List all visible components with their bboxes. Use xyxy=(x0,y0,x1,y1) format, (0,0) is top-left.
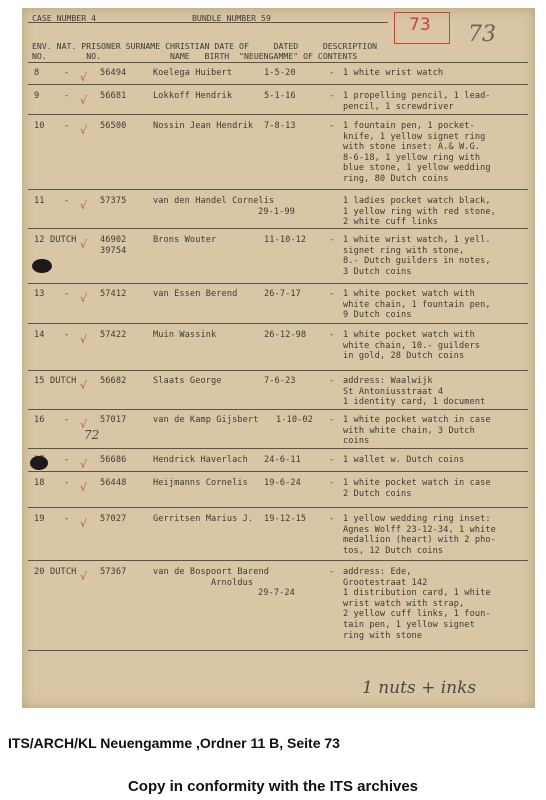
margin-pencil-note: 72 xyxy=(84,428,100,442)
check-mark-icon: √ xyxy=(80,418,88,431)
dated-neuengamme: - xyxy=(329,567,335,577)
prisoner-number: 56682 xyxy=(100,376,127,386)
row-divider xyxy=(28,114,528,115)
prisoner-name: van Essen Berend xyxy=(153,289,238,299)
env-number: 8 xyxy=(34,68,40,78)
nationality: DUTCH xyxy=(50,567,77,577)
dated-neuengamme: - xyxy=(329,514,335,524)
contents-description: 1 white wrist watch, 1 yell. signet ring with stone, 8.- Dutch guilders in notes, 3 Dutch coins xyxy=(343,235,491,277)
prisoner-name: Heijmanns Cornelis xyxy=(153,478,248,488)
birth-date: 1-10-02 xyxy=(276,415,313,425)
contents-description: 1 white pocket watch with white chain, 10.- guilders in gold, 28 Dutch coins xyxy=(343,330,481,362)
env-number: 20 xyxy=(34,567,45,577)
env-number: 9 xyxy=(34,91,40,101)
header-rule xyxy=(28,62,528,63)
prisoner-number: 57412 xyxy=(100,289,127,299)
birth-date: 11-10-12 xyxy=(264,235,307,245)
check-mark-icon: √ xyxy=(80,292,88,305)
prisoner-name: Gerritsen Marius J. xyxy=(153,514,254,524)
birth-date: 26-7-17 xyxy=(264,289,301,299)
check-mark-icon: √ xyxy=(80,481,88,494)
dated-neuengamme: - xyxy=(329,415,335,425)
bottom-pencil-note: 1 nuts + inks xyxy=(362,678,477,698)
check-mark-icon: √ xyxy=(80,94,88,107)
ink-blot xyxy=(30,456,48,470)
nationality: - xyxy=(64,121,70,131)
check-mark-icon: √ xyxy=(80,124,88,137)
env-number: 18 xyxy=(34,478,45,488)
dated-neuengamme: - xyxy=(329,478,335,488)
row-divider xyxy=(28,84,528,85)
birth-date: 19-6-24 xyxy=(264,478,301,488)
row-divider xyxy=(28,228,528,229)
row-divider xyxy=(28,560,528,561)
env-number: 12 xyxy=(34,235,45,245)
prisoner-name: Koelega Huibert xyxy=(153,68,233,78)
env-number: 15 xyxy=(34,376,45,386)
row-divider xyxy=(28,650,528,651)
contents-description: 1 wallet w. Dutch coins xyxy=(343,455,465,465)
birth-date: 7-8-13 xyxy=(264,121,296,131)
env-number: 10 xyxy=(34,121,45,131)
nationality: - xyxy=(64,415,70,425)
row-divider xyxy=(28,283,528,284)
archive-stamp xyxy=(394,12,450,44)
dated-neuengamme: - xyxy=(329,91,335,101)
prisoner-number: 57422 xyxy=(100,330,127,340)
birth-date: 1-5-20 xyxy=(264,68,296,78)
prisoner-number: 57027 xyxy=(100,514,127,524)
birth-date: 26-12-98 xyxy=(264,330,307,340)
dated-neuengamme: - xyxy=(329,235,335,245)
prisoner-name: van den Handel Cornelis xyxy=(153,196,275,206)
nationality: DUTCH xyxy=(50,235,77,245)
column-header-line-2: NO. NO. NAME BIRTH "NEUENGAMME" OF CONTENTS xyxy=(32,51,358,61)
stamp-number: 73 xyxy=(409,15,431,35)
env-number: 14 xyxy=(34,330,45,340)
prisoner-name: van de Kamp Gijsbert xyxy=(153,415,259,425)
column-header-line-1: ENV. NAT. PRISONER SURNAME CHRISTIAN DATE OF DATED DESCRIPTION xyxy=(32,41,378,51)
dated-neuengamme: - xyxy=(329,376,335,386)
nationality: - xyxy=(64,478,70,488)
check-mark-icon: √ xyxy=(80,71,88,84)
case-number-label: CASE NUMBER 4 xyxy=(32,13,97,23)
dated-neuengamme: - xyxy=(329,68,335,78)
birth-date: 7-6-23 xyxy=(264,376,296,386)
contents-description: 1 yellow wedding ring inset: Agnes Wolff 23-12-34, 1 white medallion (heart) with 2 pho- tos, 12 Dutch coins xyxy=(343,514,496,556)
row-divider xyxy=(28,471,528,472)
document-sheet xyxy=(22,8,535,708)
dated-neuengamme: - xyxy=(329,121,335,131)
birth-date: 19-12-15 xyxy=(264,514,307,524)
prisoner-name: Muin Wassink xyxy=(153,330,217,340)
prisoner-number: 56448 xyxy=(100,478,127,488)
check-mark-icon: √ xyxy=(80,458,88,471)
check-mark-icon: √ xyxy=(80,333,88,346)
env-number: 19 xyxy=(34,514,45,524)
check-mark-icon: √ xyxy=(80,517,88,530)
birth-date: 29-7-24 xyxy=(258,588,295,599)
row-divider xyxy=(28,409,528,410)
row-divider xyxy=(28,370,528,371)
check-mark-icon: √ xyxy=(80,238,88,251)
row-divider xyxy=(28,507,528,508)
prisoner-number: 56686 xyxy=(100,455,127,465)
prisoner-name: Brons Wouter xyxy=(153,235,217,245)
pencil-page-number: 73 xyxy=(468,22,496,47)
source-caption: ITS/ARCH/KL Neuengamme ,Ordner 11 B, Seite 73 xyxy=(8,735,340,751)
prisoner-name: Hendrick Haverlach xyxy=(153,455,248,465)
nationality: - xyxy=(64,330,70,340)
prisoner-number: 56494 xyxy=(100,68,127,78)
prisoner-name: Lokkoff Hendrik xyxy=(153,91,233,101)
nationality: - xyxy=(64,196,70,206)
env-number: 13 xyxy=(34,289,45,299)
check-mark-icon: √ xyxy=(80,570,88,583)
nationality: - xyxy=(64,455,70,465)
dated-neuengamme: - xyxy=(329,330,335,340)
prisoner-number: 46902 39754 xyxy=(100,235,127,256)
prisoner-number: 57375 xyxy=(100,196,127,206)
nationality: - xyxy=(64,91,70,101)
prisoner-name: Nossin Jean Hendrik xyxy=(153,121,254,131)
bundle-number-label: BUNDLE NUMBER 59 xyxy=(192,13,271,23)
contents-description: 1 white wrist watch xyxy=(343,68,444,78)
row-divider xyxy=(28,189,528,190)
prisoner-name: van de Bospoort Barend Arnoldus xyxy=(153,567,270,588)
prisoner-number: 56500 xyxy=(100,121,127,131)
env-number: 16 xyxy=(34,415,45,425)
row-divider xyxy=(28,323,528,324)
prisoner-number: 56681 xyxy=(100,91,127,101)
nationality: - xyxy=(64,514,70,524)
title-underline xyxy=(28,22,388,23)
birth-date: 29-1-99 xyxy=(258,206,295,217)
contents-description: address: Ede, Grootestraat 142 1 distribution card, 1 white wrist watch with strap, 2 yellow cuff links, 1 foun- tain pen, 1 yellow signet ring with stone xyxy=(343,567,491,641)
prisoner-number: 57017 xyxy=(100,415,127,425)
contents-description: address: Waalwijk St Antoniusstraat 4 1 identity card, 1 document xyxy=(343,376,486,408)
row-divider xyxy=(28,448,528,449)
contents-description: 1 white pocket watch in case 2 Dutch coins xyxy=(343,478,491,499)
nationality: DUTCH xyxy=(50,376,77,386)
dated-neuengamme: - xyxy=(329,289,335,299)
contents-description: 1 white pocket watch with white chain, 1 fountain pen, 9 Dutch coins xyxy=(343,289,491,321)
nationality: - xyxy=(64,289,70,299)
contents-description: 1 ladies pocket watch black, 1 yellow ring with red stone, 2 white cuff links xyxy=(343,196,496,228)
contents-description: 1 white pocket watch in case with white chain, 3 Dutch coins xyxy=(343,415,491,447)
env-number: 11 xyxy=(34,196,45,206)
contents-description: 1 fountain pen, 1 pocket- knife, 1 yellow signet ring with stone inset: A.& W.G. 8-6-18, 1 yellow ring with blue stone, 1 yellow wedding ring, 80 Dutch coins xyxy=(343,121,491,184)
birth-date: 5-1-16 xyxy=(264,91,296,101)
ink-blot xyxy=(32,259,52,273)
check-mark-icon: √ xyxy=(80,199,88,212)
check-mark-icon: √ xyxy=(80,379,88,392)
prisoner-number: 57367 xyxy=(100,567,127,577)
contents-description: 1 propelling pencil, 1 lead- pencil, 1 screwdriver xyxy=(343,91,491,112)
prisoner-name: Slaats George xyxy=(153,376,222,386)
dated-neuengamme: - xyxy=(329,455,335,465)
nationality: - xyxy=(64,68,70,78)
birth-date: 24-6-11 xyxy=(264,455,301,465)
conformity-caption: Copy in conformity with the ITS archives xyxy=(127,778,419,795)
